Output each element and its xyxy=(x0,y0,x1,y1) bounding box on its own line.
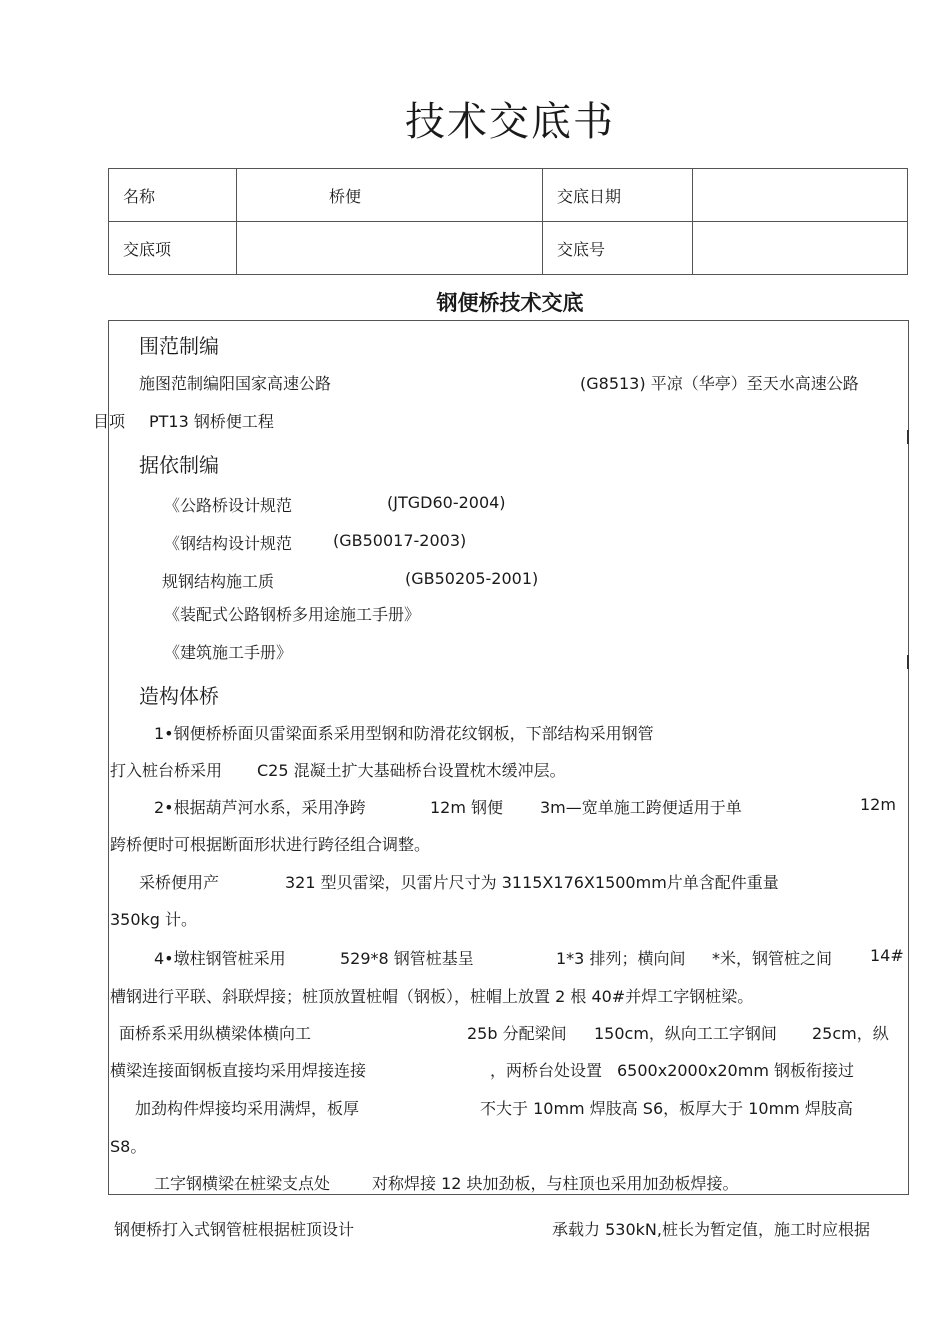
scope-text: 施图范制编阳国家高速公路 xyxy=(139,374,332,393)
table-row xyxy=(109,169,908,222)
paragraph-text: 槽钢进行平联、斜联焊接；桩顶放置桩帽（钢板），桩帽上放置 2 根 40#并焊工字钢桩梁。 xyxy=(110,987,754,1006)
paragraph-text: 不大于 10mm 焊肢高 S6，板厚大于 10mm 焊肢高 xyxy=(480,1099,853,1118)
paragraph-text: C25 混凝土扩大基础桥台设置枕木缓冲层。 xyxy=(257,761,566,780)
margin-mark xyxy=(907,655,909,669)
table-row xyxy=(109,222,908,275)
list-item: (JTGD60-2004) xyxy=(387,493,506,512)
paragraph-text: 25cm，纵 xyxy=(812,1024,889,1043)
paragraph-text: 14# xyxy=(870,946,904,965)
list-item: (GB50017-2003) xyxy=(333,531,467,550)
list-item: 《公路桥设计规范 xyxy=(164,496,293,515)
number-label: 交底号 xyxy=(543,222,693,275)
info-table xyxy=(108,168,908,275)
paragraph-text: 跨桥便时可根据断面形状进行跨径组合调整。 xyxy=(110,835,431,854)
heading-basis: 据依制编 xyxy=(139,453,219,477)
paragraph-text: ，两桥台处设置 xyxy=(490,1061,603,1080)
list-item: (GB50205-2001) xyxy=(405,569,539,588)
paragraph-text: 4•墩柱钢管桩采用 xyxy=(154,949,286,968)
scope-text: PT13 钢桥便工程 xyxy=(149,412,274,431)
paragraph-text: 加劲构件焊接均采用满焊，板厚 xyxy=(135,1099,360,1118)
heading-scope: 围范制编 xyxy=(139,334,219,358)
paragraph-text: 150cm，纵向工工字钢间 xyxy=(594,1024,777,1043)
name-label: 名称 xyxy=(109,169,237,222)
paragraph-text: 工字钢横梁在桩梁支点处 xyxy=(154,1174,331,1193)
section-subtitle: 钢便桥技术交底 xyxy=(436,291,584,315)
paragraph-text: 12m 钢便 xyxy=(430,798,504,817)
paragraph-text: 打入桩台桥采用 xyxy=(110,761,223,780)
item-label: 交底项 xyxy=(109,222,237,275)
number-value xyxy=(693,222,908,275)
paragraph-text: 12m xyxy=(860,795,896,814)
paragraph-text: S8。 xyxy=(110,1137,147,1156)
footer-text: 钢便桥打入式钢管桩根据桩顶设计 xyxy=(114,1220,355,1239)
paragraph-text: *米，钢管桩之间 xyxy=(712,949,833,968)
list-item: 规钢结构施工质 xyxy=(162,572,275,591)
date-label: 交底日期 xyxy=(543,169,693,222)
paragraph-text: 1•钢便桥桥面贝雷梁面系采用型钢和防滑花纹钢板，下部结构采用钢管 xyxy=(154,724,654,743)
paragraph-text: 6500x2000x20mm 钢板衔接过 xyxy=(617,1061,854,1080)
list-item: 《建筑施工手册》 xyxy=(164,643,293,662)
paragraph-text: 1*3 排列；横向间 xyxy=(556,949,686,968)
margin-mark xyxy=(907,430,909,444)
paragraph-text: 2•根据葫芦河水系，采用净跨 xyxy=(154,798,366,817)
scope-text: (G8513) 平凉（华亭）至天水高速公路 xyxy=(580,374,859,393)
paragraph-text: 横梁连接面钢板直接均采用焊接连接 xyxy=(110,1061,367,1080)
paragraph-text: 25b 分配梁间 xyxy=(467,1024,567,1043)
date-value xyxy=(693,169,908,222)
document-title: 技术交底书 xyxy=(405,99,615,145)
paragraph-text: 采桥便用产 xyxy=(139,873,220,892)
paragraph-text: 对称焊接 12 块加劲板，与柱顶也采用加劲板焊接。 xyxy=(372,1174,739,1193)
paragraph-text: 面桥系采用纵横梁体横向工 xyxy=(119,1024,312,1043)
paragraph-text: 3m—宽单施工跨便适用于单 xyxy=(540,798,742,817)
scope-text: 目项 xyxy=(93,412,126,431)
item-value xyxy=(237,222,543,275)
list-item: 《装配式公路钢桥多用途施工手册》 xyxy=(164,605,421,624)
list-item: 《钢结构设计规范 xyxy=(164,534,293,553)
name-value: 桥便 xyxy=(237,169,543,222)
paragraph-text: 321 型贝雷梁，贝雷片尺寸为 3115X176X1500mm片单含配件重量 xyxy=(285,873,779,892)
paragraph-text: 350kg 计。 xyxy=(110,910,198,929)
footer-text: 承载力 530kN,桩长为暂定值，施工时应根据 xyxy=(552,1220,870,1239)
heading-structure: 造构体桥 xyxy=(139,684,219,708)
paragraph-text: 529*8 钢管桩基呈 xyxy=(340,949,474,968)
